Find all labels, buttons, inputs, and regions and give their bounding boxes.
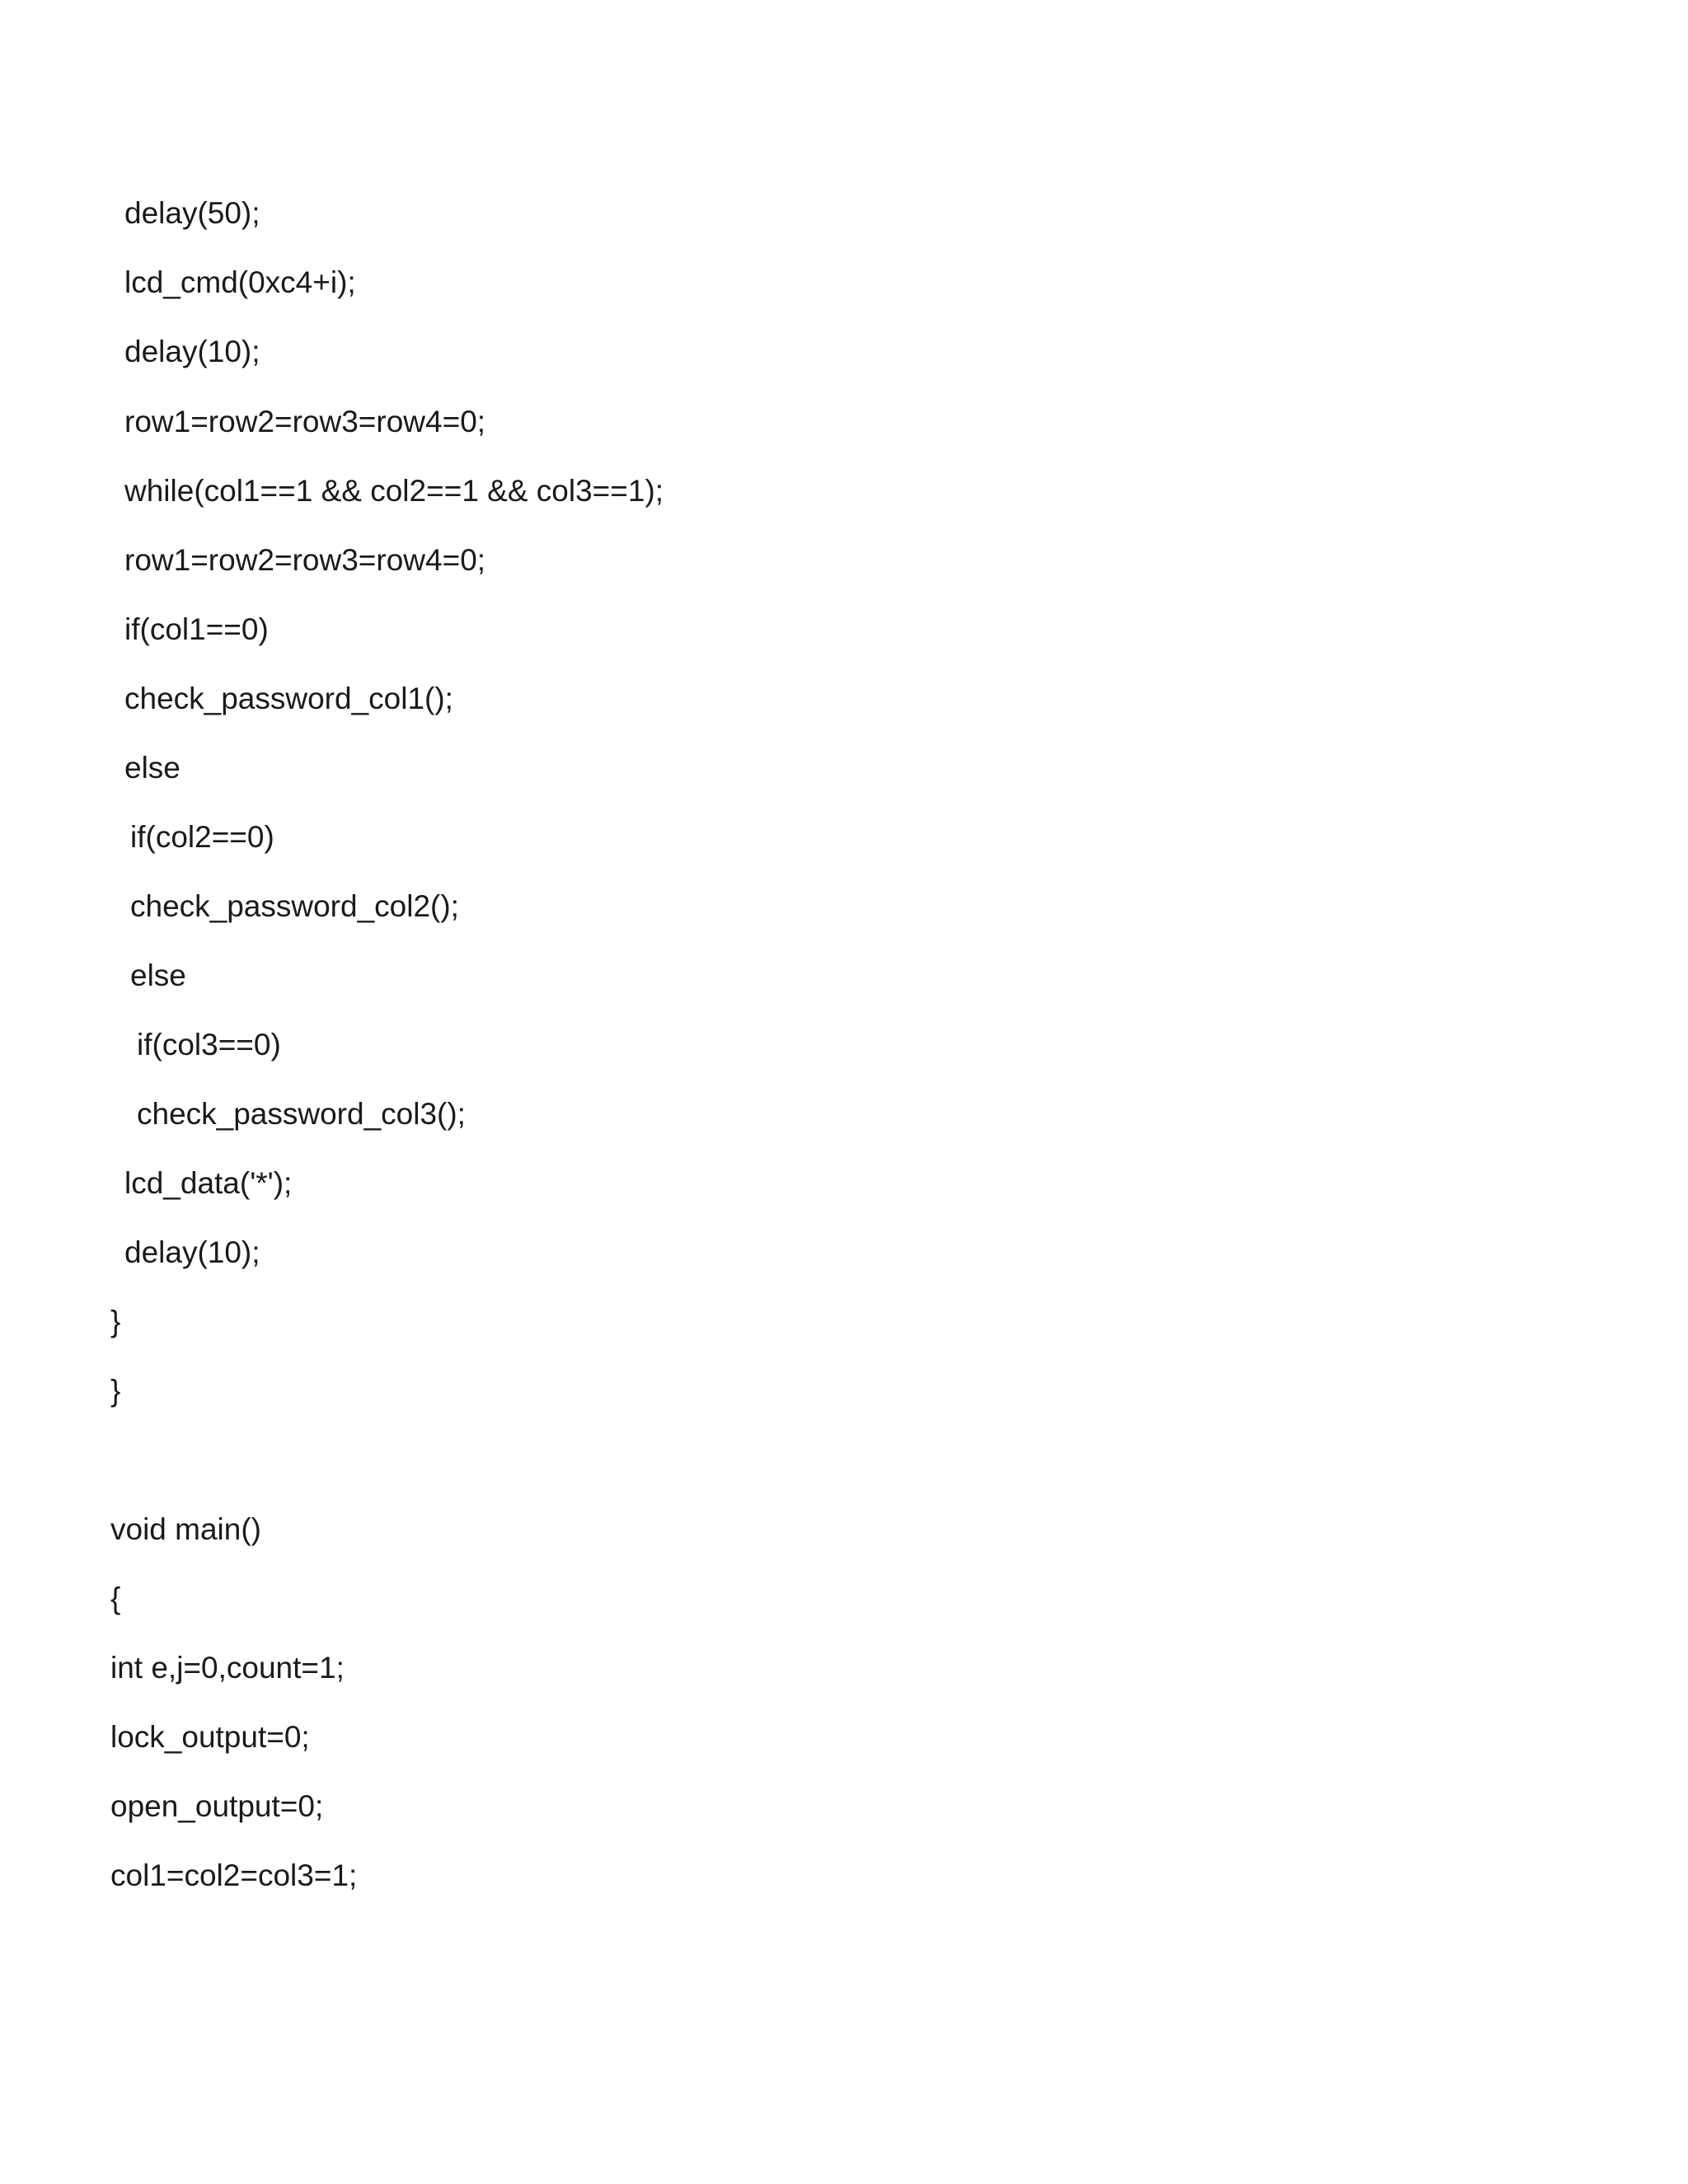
code-line: else [124,751,181,785]
code-line: void main() [110,1512,261,1546]
code-line: { [110,1582,121,1615]
code-line: if(col1==0) [124,612,269,646]
code-line: row1=row2=row3=row4=0; [124,405,486,438]
code-line: lcd_data('*'); [124,1166,293,1200]
code-line: else [130,958,186,992]
code-line: delay(50); [124,196,260,230]
code-line: check_password_col3(); [137,1097,466,1131]
code-line: int e,j=0,count=1; [110,1651,345,1685]
code-line: } [110,1374,121,1408]
code-line: open_output=0; [110,1789,324,1823]
code-line: row1=row2=row3=row4=0; [124,543,486,577]
code-line: while(col1==1 && col2==1 && col3==1); [124,474,664,508]
code-line: check_password_col1(); [124,682,453,715]
code-line: lcd_cmd(0xc4+i); [124,265,356,299]
code-line: check_password_col2(); [130,889,459,923]
code-line: delay(10); [124,335,260,368]
code-line: delay(10); [124,1235,260,1269]
code-line: if(col2==0) [130,820,274,854]
code-line: } [110,1305,121,1338]
code-line: if(col3==0) [137,1028,281,1062]
code-line: lock_output=0; [110,1720,310,1754]
code-line: col1=col2=col3=1; [110,1858,358,1892]
